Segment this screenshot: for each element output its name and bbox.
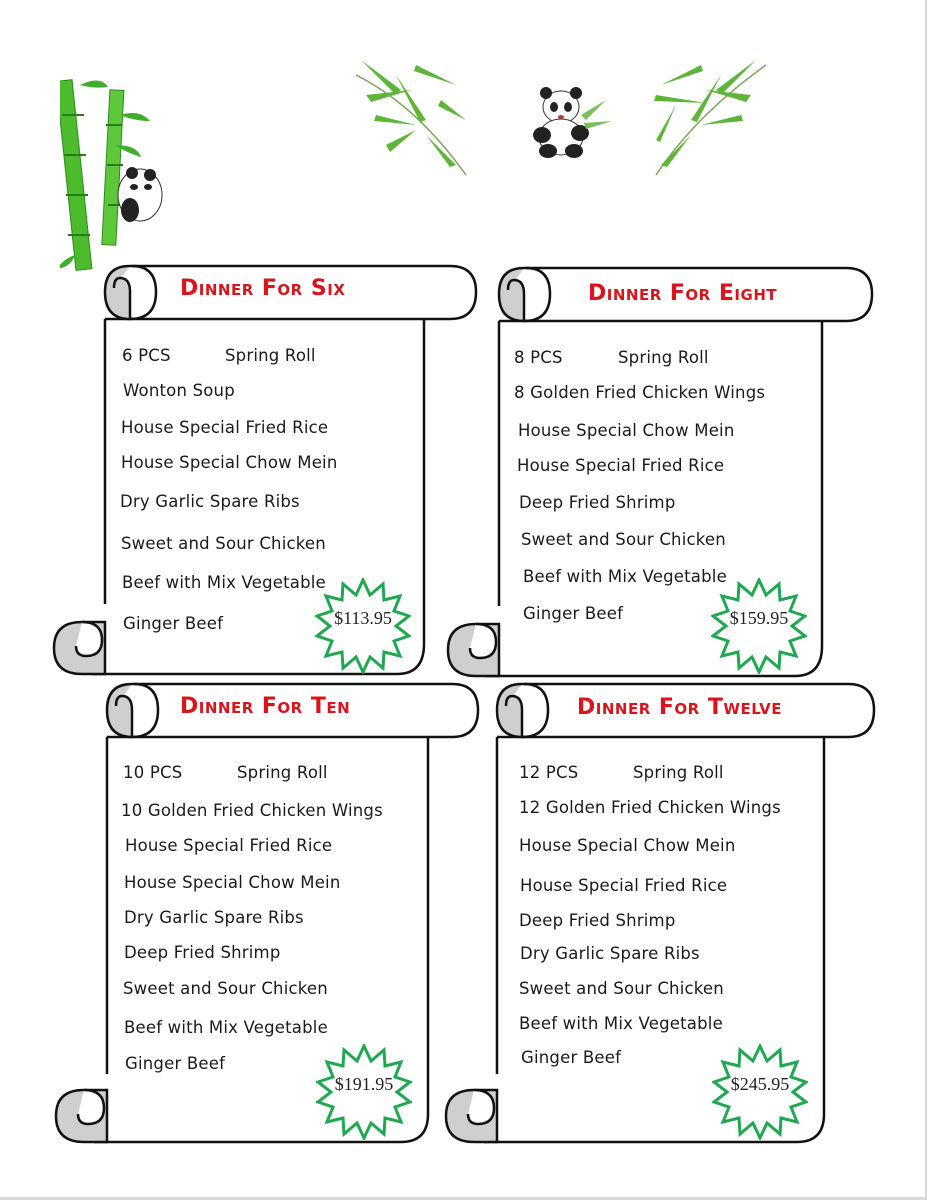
- menu-item: Dry Garlic Spare Ribs: [120, 492, 300, 511]
- price: $159.95: [729, 608, 789, 628]
- menu-item: Ginger Beef: [123, 614, 224, 633]
- menu-item: Beef with Mix Vegetable: [122, 573, 326, 592]
- set-title: Dinner For Six: [180, 276, 346, 301]
- menu-item: House Special Fried Rice: [517, 456, 725, 475]
- price-badge: [315, 578, 411, 674]
- price: $245.95: [730, 1074, 790, 1094]
- menu-item: Beef with Mix Vegetable: [519, 1014, 723, 1033]
- menu-item: House Special Fried Rice: [121, 418, 329, 437]
- menu-item: Ginger Beef: [521, 1048, 622, 1067]
- menu-item: Beef with Mix Vegetable: [523, 567, 727, 586]
- set-title: Dinner For Twelve: [577, 695, 783, 720]
- menu-item: Deep Fried Shrimp: [519, 493, 676, 512]
- menu-item: Deep Fried Shrimp: [519, 911, 676, 930]
- menu-card-dinner-for-twelve: [444, 682, 878, 1146]
- pcs-quantity: 8 PCS: [514, 348, 563, 367]
- price: $191.95: [334, 1074, 394, 1094]
- menu-item: 10 Golden Fried Chicken Wings: [121, 801, 383, 820]
- price-badge: [711, 578, 807, 674]
- menu-item: House Special Fried Rice: [520, 876, 728, 895]
- price: $113.95: [334, 608, 392, 628]
- pcs-item: Spring Roll: [633, 763, 724, 782]
- pcs-quantity: 6 PCS: [122, 346, 171, 365]
- pcs-quantity: 10 PCS: [123, 763, 183, 782]
- menu-item: Sweet and Sour Chicken: [121, 534, 326, 553]
- pcs-item: Spring Roll: [237, 763, 328, 782]
- menu-item: Ginger Beef: [125, 1054, 226, 1073]
- menu-item: Wonton Soup: [123, 381, 235, 400]
- bamboo-leaves-icon: [356, 55, 766, 180]
- pcs-item: Spring Roll: [618, 348, 709, 367]
- menu-item: Beef with Mix Vegetable: [124, 1018, 328, 1037]
- menu-item: Dry Garlic Spare Ribs: [520, 944, 700, 963]
- menu-card-dinner-for-ten: [54, 682, 484, 1146]
- menu-item: Ginger Beef: [523, 604, 624, 623]
- menu-item: 8 Golden Fried Chicken Wings: [514, 383, 766, 402]
- menu-card-dinner-for-six: [52, 264, 482, 678]
- menu-item: House Special Chow Mein: [121, 453, 338, 472]
- menu-item: Sweet and Sour Chicken: [123, 979, 328, 998]
- pcs-quantity: 12 PCS: [519, 763, 579, 782]
- bamboo-panda-icon: [60, 75, 180, 275]
- menu-item: Sweet and Sour Chicken: [519, 979, 724, 998]
- menu-item: Deep Fried Shrimp: [124, 943, 281, 962]
- menu-item: House Special Fried Rice: [125, 836, 333, 855]
- menu-item: 12 Golden Fried Chicken Wings: [519, 798, 781, 817]
- panda-icon: [533, 87, 612, 158]
- price-badge: [316, 1044, 412, 1140]
- menu-item: House Special Chow Mein: [124, 873, 341, 892]
- menu-card-dinner-for-eight: [446, 266, 876, 680]
- set-title: Dinner For Eight: [588, 281, 778, 306]
- pcs-item: Spring Roll: [225, 346, 316, 365]
- menu-item: House Special Chow Mein: [518, 421, 735, 440]
- menu-item: House Special Chow Mein: [519, 836, 736, 855]
- menu-item: Dry Garlic Spare Ribs: [124, 908, 304, 927]
- menu-item: Sweet and Sour Chicken: [521, 530, 726, 549]
- price-badge: [712, 1044, 808, 1140]
- set-title: Dinner For Ten: [180, 694, 351, 719]
